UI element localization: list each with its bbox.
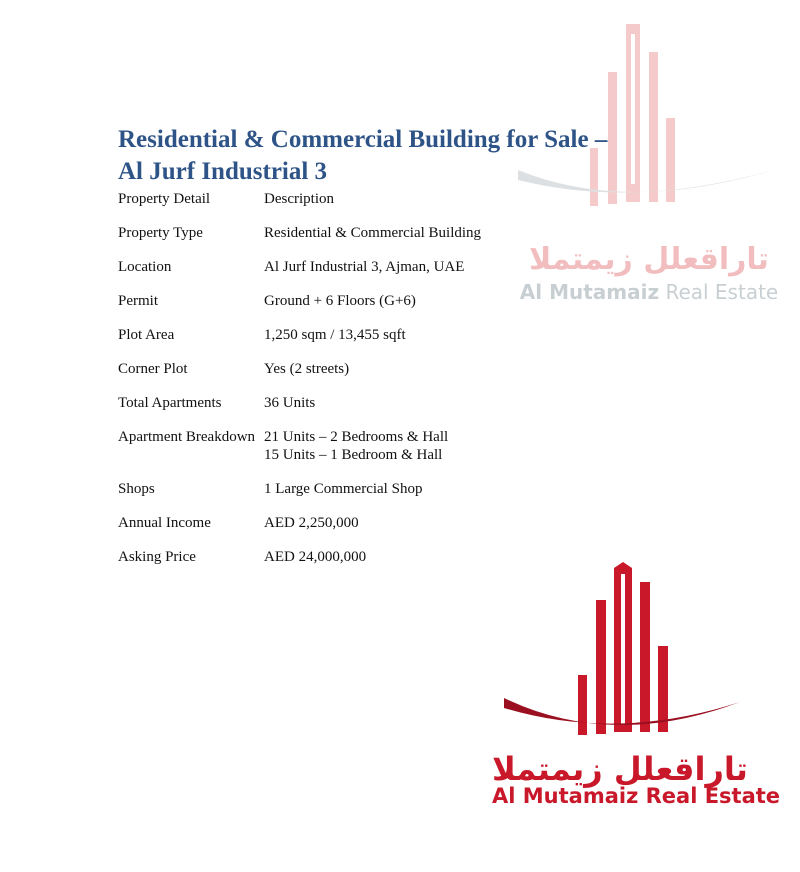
row-value: Yes (2 streets) <box>264 361 350 377</box>
property-details-table <box>116 190 481 582</box>
row-key: Apartment Breakdown <box>118 429 256 445</box>
header-key: Property Detail <box>118 191 211 207</box>
title-line-2: Al Jurf Industrial 3 <box>118 158 328 185</box>
page-title <box>118 124 607 188</box>
row-value-line-1: 21 Units – 2 Bedrooms & Hall <box>264 429 449 445</box>
company-logo <box>492 560 781 810</box>
row-key: Asking Price <box>118 549 196 565</box>
table-row <box>116 224 481 258</box>
row-value: Ground + 6 Floors (G+6) <box>264 293 416 309</box>
table-row <box>116 480 481 514</box>
row-value <box>262 428 481 480</box>
row-value: Al Jurf Industrial 3, Ajman, UAE <box>264 259 465 275</box>
row-value-line-2: 15 Units – 1 Bedroom & Hall <box>264 447 443 463</box>
watermark-arabic-name: المتميز للعقارات <box>529 242 769 277</box>
row-key: Total Apartments <box>118 395 222 411</box>
watermark-english-name: Al Mutamaiz Real Estate <box>519 280 779 304</box>
table-row <box>116 514 481 548</box>
row-key: Corner Plot <box>118 361 188 377</box>
row-value: Residential & Commercial Building <box>264 225 482 241</box>
company-english-name: Al Mutamaiz Real Estate <box>492 784 781 808</box>
table-header-row <box>116 190 481 224</box>
row-key: Plot Area <box>118 327 175 343</box>
table-row <box>116 292 481 326</box>
table-row <box>116 326 481 360</box>
row-key: Location <box>118 259 172 275</box>
company-arabic-name: المتميز للعقارات <box>492 750 748 788</box>
table-row <box>116 360 481 394</box>
row-key: Annual Income <box>118 515 211 531</box>
row-key: Permit <box>118 293 158 309</box>
building-skyline-icon <box>492 560 742 745</box>
table-row <box>116 548 481 582</box>
table-row <box>116 394 481 428</box>
row-value: AED 2,250,000 <box>264 515 359 531</box>
title-line-1: Residential & Commercial Building for Sale – <box>118 126 608 153</box>
row-key: Property Type <box>118 225 203 241</box>
row-value: AED 24,000,000 <box>264 549 367 565</box>
row-value: 36 Units <box>264 395 316 411</box>
header-value: Description <box>264 191 334 207</box>
row-key: Shops <box>118 481 155 497</box>
row-value: 1 Large Commercial Shop <box>264 481 423 497</box>
row-value: 1,250 sqm / 13,455 sqft <box>264 327 406 343</box>
table-row <box>116 428 481 480</box>
table-row <box>116 258 481 292</box>
